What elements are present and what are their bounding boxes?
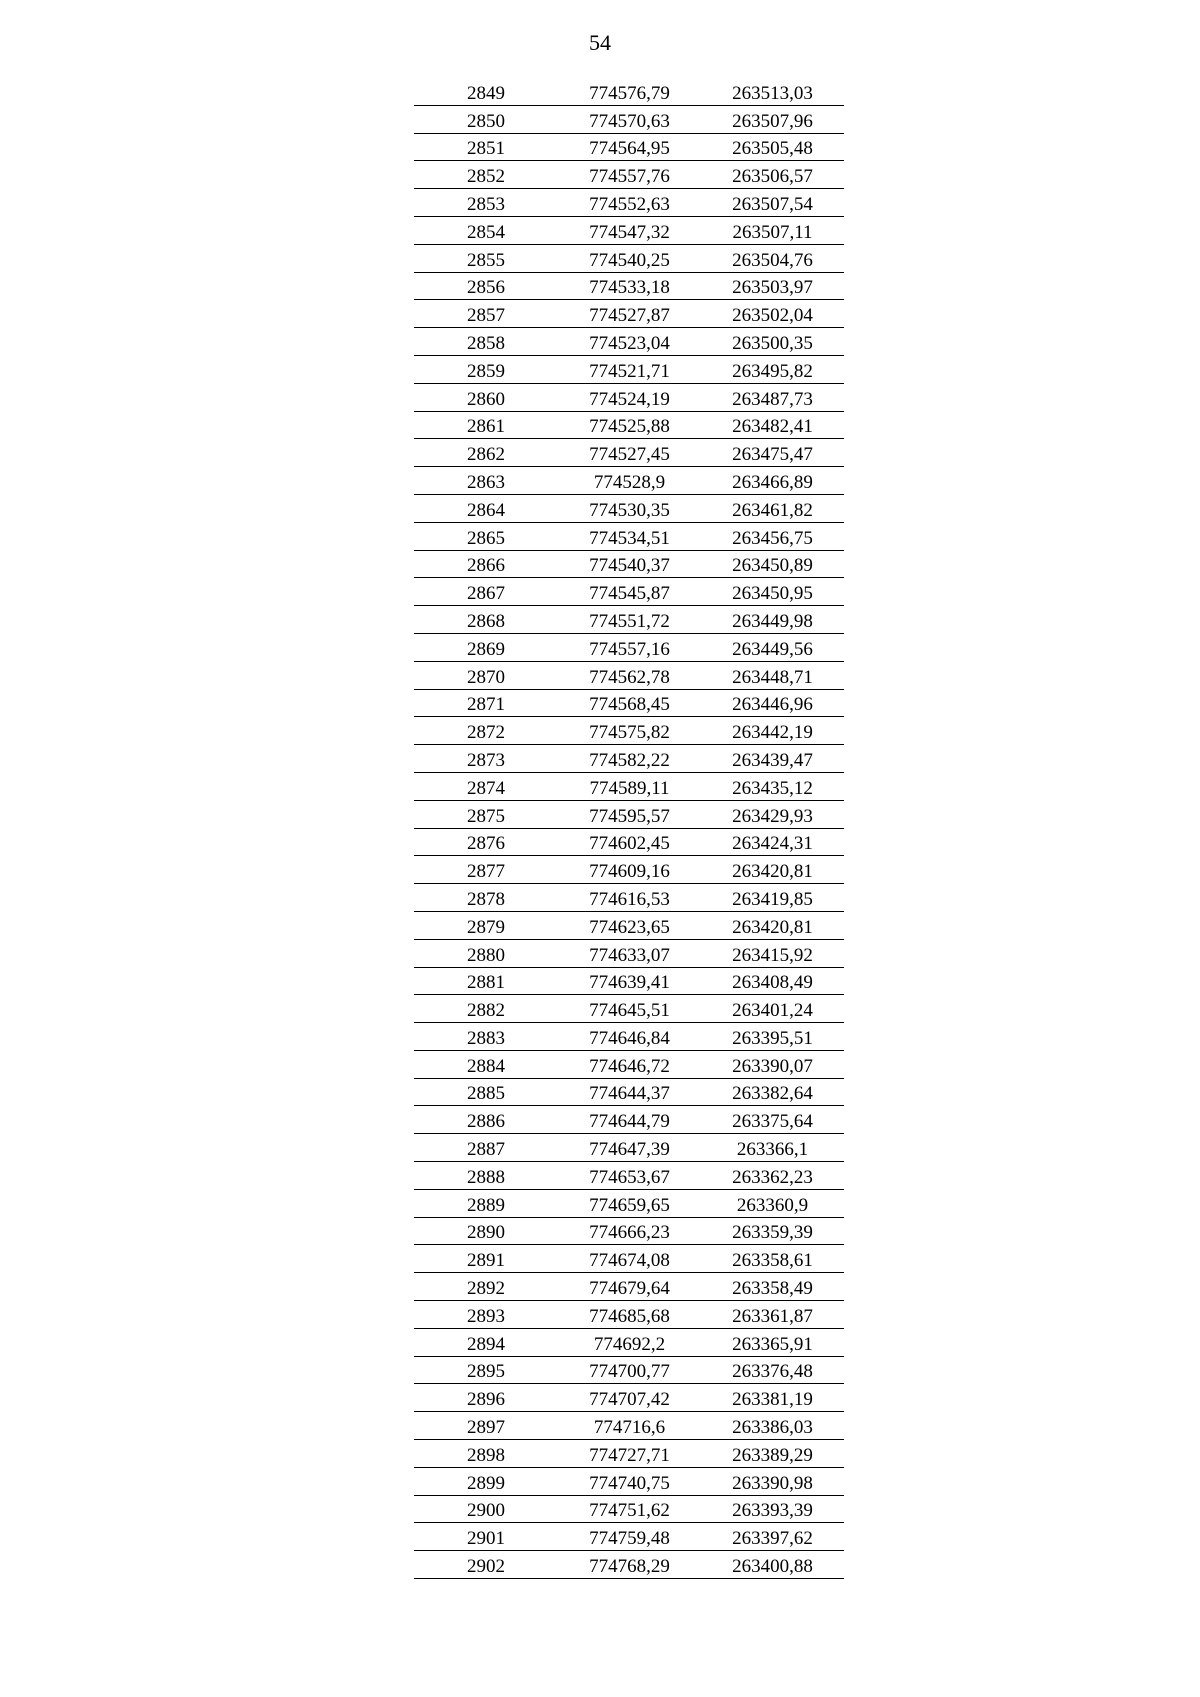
table-row	[414, 1384, 844, 1412]
table-row	[414, 105, 844, 133]
x-coordinate-cell: 774740,75	[558, 1467, 701, 1495]
x-coordinate-cell: 774616,53	[558, 884, 701, 912]
point-number-cell: 2898	[414, 1440, 558, 1468]
table-row	[414, 1134, 844, 1162]
table-row	[414, 967, 844, 995]
point-number-cell: 2885	[414, 1078, 558, 1106]
point-number-cell: 2866	[414, 550, 558, 578]
point-number-cell: 2882	[414, 995, 558, 1023]
x-coordinate-cell: 774564,95	[558, 133, 701, 161]
x-coordinate-cell: 774547,32	[558, 216, 701, 244]
y-coordinate-cell: 263503,97	[701, 272, 844, 300]
point-number-cell: 2864	[414, 494, 558, 522]
point-number-cell: 2867	[414, 578, 558, 606]
table-row	[414, 1523, 844, 1551]
point-number-cell: 2869	[414, 633, 558, 661]
y-coordinate-cell: 263401,24	[701, 995, 844, 1023]
x-coordinate-cell: 774666,23	[558, 1217, 701, 1245]
x-coordinate-cell: 774595,57	[558, 800, 701, 828]
x-coordinate-cell: 774540,25	[558, 244, 701, 272]
point-number-cell: 2883	[414, 1023, 558, 1051]
x-coordinate-cell: 774523,04	[558, 328, 701, 356]
y-coordinate-cell: 263466,89	[701, 467, 844, 495]
y-coordinate-cell: 263449,98	[701, 606, 844, 634]
y-coordinate-cell: 263504,76	[701, 244, 844, 272]
point-number-cell: 2899	[414, 1467, 558, 1495]
x-coordinate-cell: 774527,87	[558, 300, 701, 328]
x-coordinate-cell: 774527,45	[558, 439, 701, 467]
x-coordinate-cell: 774623,65	[558, 911, 701, 939]
x-coordinate-cell: 774639,41	[558, 967, 701, 995]
coordinates-table	[414, 78, 844, 1579]
table-row	[414, 1189, 844, 1217]
y-coordinate-cell: 263507,11	[701, 216, 844, 244]
x-coordinate-cell: 774707,42	[558, 1384, 701, 1412]
x-coordinate-cell: 774659,65	[558, 1189, 701, 1217]
table-row	[414, 939, 844, 967]
point-number-cell: 2857	[414, 300, 558, 328]
x-coordinate-cell: 774653,67	[558, 1162, 701, 1190]
point-number-cell: 2858	[414, 328, 558, 356]
x-coordinate-cell: 774674,08	[558, 1245, 701, 1273]
y-coordinate-cell: 263360,9	[701, 1189, 844, 1217]
y-coordinate-cell: 263439,47	[701, 745, 844, 773]
y-coordinate-cell: 263448,71	[701, 661, 844, 689]
table-row	[414, 606, 844, 634]
table-row	[414, 78, 844, 105]
x-coordinate-cell: 774602,45	[558, 828, 701, 856]
point-number-cell: 2891	[414, 1245, 558, 1273]
y-coordinate-cell: 263389,29	[701, 1440, 844, 1468]
point-number-cell: 2878	[414, 884, 558, 912]
y-coordinate-cell: 263395,51	[701, 1023, 844, 1051]
table-row	[414, 1078, 844, 1106]
y-coordinate-cell: 263513,03	[701, 78, 844, 105]
y-coordinate-cell: 263386,03	[701, 1412, 844, 1440]
table-row	[414, 1467, 844, 1495]
y-coordinate-cell: 263446,96	[701, 689, 844, 717]
y-coordinate-cell: 263365,91	[701, 1328, 844, 1356]
x-coordinate-cell: 774589,11	[558, 772, 701, 800]
table-row	[414, 1301, 844, 1329]
point-number-cell: 2875	[414, 800, 558, 828]
table-row	[414, 216, 844, 244]
point-number-cell: 2872	[414, 717, 558, 745]
point-number-cell: 2859	[414, 355, 558, 383]
x-coordinate-cell: 774534,51	[558, 522, 701, 550]
y-coordinate-cell: 263461,82	[701, 494, 844, 522]
x-coordinate-cell: 774692,2	[558, 1328, 701, 1356]
point-number-cell: 2853	[414, 189, 558, 217]
x-coordinate-cell: 774644,37	[558, 1078, 701, 1106]
point-number-cell: 2887	[414, 1134, 558, 1162]
point-number-cell: 2871	[414, 689, 558, 717]
x-coordinate-cell: 774575,82	[558, 717, 701, 745]
y-coordinate-cell: 263382,64	[701, 1078, 844, 1106]
table-row	[414, 439, 844, 467]
y-coordinate-cell: 263358,49	[701, 1273, 844, 1301]
y-coordinate-cell: 263420,81	[701, 911, 844, 939]
point-number-cell: 2895	[414, 1356, 558, 1384]
y-coordinate-cell: 263415,92	[701, 939, 844, 967]
point-number-cell: 2856	[414, 272, 558, 300]
table-row	[414, 689, 844, 717]
table-row	[414, 244, 844, 272]
x-coordinate-cell: 774759,48	[558, 1523, 701, 1551]
x-coordinate-cell: 774644,79	[558, 1106, 701, 1134]
point-number-cell: 2879	[414, 911, 558, 939]
table-row	[414, 884, 844, 912]
table-row	[414, 189, 844, 217]
point-number-cell: 2888	[414, 1162, 558, 1190]
table-row	[414, 828, 844, 856]
y-coordinate-cell: 263502,04	[701, 300, 844, 328]
table-row	[414, 1106, 844, 1134]
table-row	[414, 1551, 844, 1579]
y-coordinate-cell: 263361,87	[701, 1301, 844, 1329]
point-number-cell: 2861	[414, 411, 558, 439]
point-number-cell: 2886	[414, 1106, 558, 1134]
table-row	[414, 161, 844, 189]
table-row	[414, 633, 844, 661]
table-row	[414, 911, 844, 939]
y-coordinate-cell: 263487,73	[701, 383, 844, 411]
x-coordinate-cell: 774551,72	[558, 606, 701, 634]
x-coordinate-cell: 774582,22	[558, 745, 701, 773]
point-number-cell: 2890	[414, 1217, 558, 1245]
point-number-cell: 2855	[414, 244, 558, 272]
point-number-cell: 2884	[414, 1050, 558, 1078]
table-row	[414, 411, 844, 439]
y-coordinate-cell: 263450,95	[701, 578, 844, 606]
table-row	[414, 1412, 844, 1440]
page-number: 54	[589, 30, 611, 55]
x-coordinate-cell: 774557,76	[558, 161, 701, 189]
y-coordinate-cell: 263507,54	[701, 189, 844, 217]
y-coordinate-cell: 263456,75	[701, 522, 844, 550]
point-number-cell: 2860	[414, 383, 558, 411]
point-number-cell: 2851	[414, 133, 558, 161]
point-number-cell: 2893	[414, 1301, 558, 1329]
table-row	[414, 772, 844, 800]
table-row	[414, 578, 844, 606]
y-coordinate-cell: 263375,64	[701, 1106, 844, 1134]
y-coordinate-cell: 263495,82	[701, 355, 844, 383]
point-number-cell: 2854	[414, 216, 558, 244]
y-coordinate-cell: 263359,39	[701, 1217, 844, 1245]
table-row	[414, 1023, 844, 1051]
x-coordinate-cell: 774568,45	[558, 689, 701, 717]
table-row	[414, 1050, 844, 1078]
y-coordinate-cell: 263400,88	[701, 1551, 844, 1579]
point-number-cell: 2897	[414, 1412, 558, 1440]
table-row	[414, 856, 844, 884]
y-coordinate-cell: 263450,89	[701, 550, 844, 578]
table-row	[414, 328, 844, 356]
x-coordinate-cell: 774576,79	[558, 78, 701, 105]
point-number-cell: 2896	[414, 1384, 558, 1412]
table-row	[414, 800, 844, 828]
table-row	[414, 494, 844, 522]
point-number-cell: 2865	[414, 522, 558, 550]
x-coordinate-cell: 774570,63	[558, 105, 701, 133]
point-number-cell: 2876	[414, 828, 558, 856]
point-number-cell: 2900	[414, 1495, 558, 1523]
point-number-cell: 2873	[414, 745, 558, 773]
point-number-cell: 2892	[414, 1273, 558, 1301]
x-coordinate-cell: 774525,88	[558, 411, 701, 439]
x-coordinate-cell: 774716,6	[558, 1412, 701, 1440]
x-coordinate-cell: 774552,63	[558, 189, 701, 217]
x-coordinate-cell: 774530,35	[558, 494, 701, 522]
point-number-cell: 2894	[414, 1328, 558, 1356]
table-row	[414, 522, 844, 550]
x-coordinate-cell: 774557,16	[558, 633, 701, 661]
table-row	[414, 1273, 844, 1301]
point-number-cell: 2874	[414, 772, 558, 800]
table-row	[414, 467, 844, 495]
y-coordinate-cell: 263475,47	[701, 439, 844, 467]
table-row	[414, 272, 844, 300]
table-row	[414, 745, 844, 773]
table-row	[414, 1217, 844, 1245]
point-number-cell: 2849	[414, 78, 558, 105]
y-coordinate-cell: 263419,85	[701, 884, 844, 912]
y-coordinate-cell: 263366,1	[701, 1134, 844, 1162]
coordinates-table-body	[414, 78, 844, 1579]
table-row	[414, 133, 844, 161]
x-coordinate-cell: 774528,9	[558, 467, 701, 495]
x-coordinate-cell: 774727,71	[558, 1440, 701, 1468]
y-coordinate-cell: 263505,48	[701, 133, 844, 161]
x-coordinate-cell: 774647,39	[558, 1134, 701, 1162]
x-coordinate-cell: 774700,77	[558, 1356, 701, 1384]
y-coordinate-cell: 263381,19	[701, 1384, 844, 1412]
point-number-cell: 2862	[414, 439, 558, 467]
x-coordinate-cell: 774633,07	[558, 939, 701, 967]
table-row	[414, 1328, 844, 1356]
point-number-cell: 2877	[414, 856, 558, 884]
point-number-cell: 2868	[414, 606, 558, 634]
x-coordinate-cell: 774768,29	[558, 1551, 701, 1579]
y-coordinate-cell: 263362,23	[701, 1162, 844, 1190]
x-coordinate-cell: 774609,16	[558, 856, 701, 884]
x-coordinate-cell: 774685,68	[558, 1301, 701, 1329]
point-number-cell: 2881	[414, 967, 558, 995]
y-coordinate-cell: 263507,96	[701, 105, 844, 133]
table-row	[414, 717, 844, 745]
point-number-cell: 2850	[414, 105, 558, 133]
point-number-cell: 2901	[414, 1523, 558, 1551]
table-row	[414, 1440, 844, 1468]
x-coordinate-cell: 774545,87	[558, 578, 701, 606]
y-coordinate-cell: 263393,39	[701, 1495, 844, 1523]
x-coordinate-cell: 774646,84	[558, 1023, 701, 1051]
x-coordinate-cell: 774562,78	[558, 661, 701, 689]
y-coordinate-cell: 263420,81	[701, 856, 844, 884]
x-coordinate-cell: 774540,37	[558, 550, 701, 578]
table-row	[414, 300, 844, 328]
y-coordinate-cell: 263408,49	[701, 967, 844, 995]
y-coordinate-cell: 263442,19	[701, 717, 844, 745]
y-coordinate-cell: 263435,12	[701, 772, 844, 800]
point-number-cell: 2863	[414, 467, 558, 495]
x-coordinate-cell: 774533,18	[558, 272, 701, 300]
point-number-cell: 2902	[414, 1551, 558, 1579]
x-coordinate-cell: 774524,19	[558, 383, 701, 411]
table-row	[414, 1162, 844, 1190]
y-coordinate-cell: 263376,48	[701, 1356, 844, 1384]
y-coordinate-cell: 263429,93	[701, 800, 844, 828]
table-row	[414, 1495, 844, 1523]
y-coordinate-cell: 263397,62	[701, 1523, 844, 1551]
x-coordinate-cell: 774645,51	[558, 995, 701, 1023]
x-coordinate-cell: 774751,62	[558, 1495, 701, 1523]
x-coordinate-cell: 774679,64	[558, 1273, 701, 1301]
table-row	[414, 355, 844, 383]
point-number-cell: 2880	[414, 939, 558, 967]
y-coordinate-cell: 263390,07	[701, 1050, 844, 1078]
table-row	[414, 995, 844, 1023]
table-row	[414, 661, 844, 689]
x-coordinate-cell: 774521,71	[558, 355, 701, 383]
table-row	[414, 1356, 844, 1384]
point-number-cell: 2889	[414, 1189, 558, 1217]
y-coordinate-cell: 263390,98	[701, 1467, 844, 1495]
y-coordinate-cell: 263449,56	[701, 633, 844, 661]
y-coordinate-cell: 263482,41	[701, 411, 844, 439]
y-coordinate-cell: 263424,31	[701, 828, 844, 856]
y-coordinate-cell: 263506,57	[701, 161, 844, 189]
y-coordinate-cell: 263358,61	[701, 1245, 844, 1273]
table-row	[414, 383, 844, 411]
table-row	[414, 1245, 844, 1273]
x-coordinate-cell: 774646,72	[558, 1050, 701, 1078]
table-row	[414, 550, 844, 578]
point-number-cell: 2852	[414, 161, 558, 189]
point-number-cell: 2870	[414, 661, 558, 689]
y-coordinate-cell: 263500,35	[701, 328, 844, 356]
